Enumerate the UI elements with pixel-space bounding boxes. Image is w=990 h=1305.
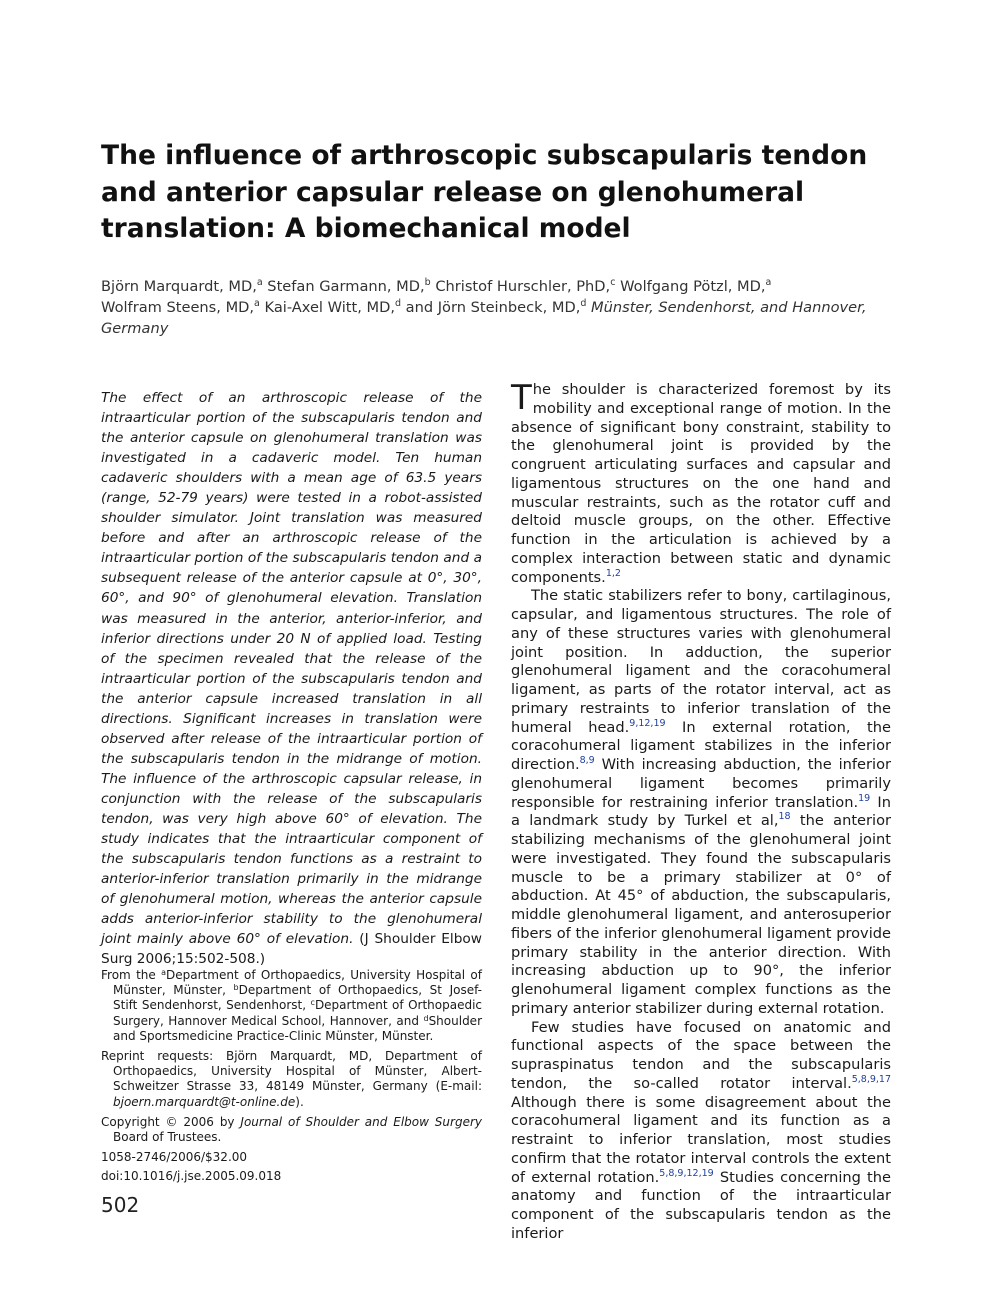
p2-text-5: the anterior stabilizing mechanisms of the glenohumeral joint were investigated. They found the subscapularis muscle to be a primary stabilizer at 0° of abduction. At 45° of abduction, the subscapularis, middle glenohumeral ligament, and anterosuperior fibers of the inferior glenohumeral ligament provide primary stability in the anterior direction. With increasing abduction up to 90°, the inferior glenohumeral ligament complex functions as the primary anterior stabilizer during external rotation. <box>511 812 891 1017</box>
author-7-affil: d <box>580 298 587 309</box>
affil-a: Department of Orthopaedics, University Hospital of Münster, Münster, <box>113 968 482 998</box>
author-2: Stefan Garmann, MD, <box>262 278 425 295</box>
copyright-suffix: Board of Trustees. <box>113 1130 222 1145</box>
p1-text: he shoulder is characterized foremost by its mobility and exceptional range of motion. In the absence of significant bony constraint, stability to the glenohumeral joint is provided by the congruent articulating surfaces and capsular and ligamentous structures on the one hand and muscular restraints, such as the rotator cuff and deltoid muscle groups, on the other. Effective function in the articulation is achieved by a complex interaction between static and dynamic components. <box>511 381 891 586</box>
abstract <box>101 388 482 969</box>
author-5: Wolfram Steens, MD, <box>101 299 255 316</box>
author-6-affil: d <box>394 298 401 309</box>
affil-b: Department of Orthopaedics, St Josef-Stift Sendenhorst, Sendenhorst, <box>113 983 482 1013</box>
reference-link[interactable]: 8,9 <box>579 755 595 766</box>
reference-link[interactable]: 5,8,9,17 <box>851 1073 891 1085</box>
affil-a-sup: a <box>161 968 167 977</box>
journal-citation: (J Shoulder Elbow Surg 2006;15:502-508.) <box>101 931 482 968</box>
doi[interactable]: doi:10.1016/j.jse.2005.09.018 <box>101 1169 282 1184</box>
issn: 1058-2746/2006/$32.00 <box>101 1150 248 1165</box>
affil-c-sup: c <box>310 998 315 1008</box>
drop-cap: T <box>511 378 532 418</box>
author-1-affil: a <box>256 277 263 288</box>
article-title: The influence of arthroscopic subscapularis tendon and anterior capsular release on glenohumeral translation: A biomechanical model <box>101 140 868 244</box>
author-2-affil: b <box>424 277 431 288</box>
reprint-requests <box>101 1049 482 1110</box>
affil-from: From the <box>101 968 162 982</box>
author-location: Münster, Sendenhorst, and Hannover, Germany <box>101 299 867 337</box>
author-3-affil: c <box>610 277 616 288</box>
affil-b-sup: b <box>233 983 239 993</box>
affiliations <box>101 968 482 1044</box>
body-paragraph-2 <box>511 587 891 1018</box>
reprint-text: Reprint requests: Björn Marquardt, MD, Department of Orthopaedics, University Hospital of Münster, Albert-Schweitzer Strasse 33, 48149 Münster, Germany (E-mail: <box>101 1049 482 1094</box>
abstract-column <box>101 388 482 969</box>
p2-text-4: In a landmark study by Turkel et al, <box>511 793 891 830</box>
body-paragraph-1 <box>511 378 891 587</box>
reprint-close: ). <box>295 1094 304 1109</box>
affil-c: Department of Orthopaedic Surgery, Hannover Medical School, Hannover, and <box>113 998 483 1028</box>
author-list <box>101 276 891 339</box>
p2-text-2: In external rotation, the coracohumeral ligament stabilizes in the inferior direction. <box>511 718 891 773</box>
affil-d-sup: d <box>423 1013 429 1023</box>
reference-link[interactable]: 19 <box>858 792 871 804</box>
author-6: Kai-Axel Witt, MD, <box>259 299 395 316</box>
reference-link[interactable]: 5,8,9,12,19 <box>659 1167 714 1179</box>
front-matter-notes <box>101 968 482 1189</box>
reference-link[interactable]: 1,2 <box>605 567 621 579</box>
body-paragraph-3 <box>511 1019 891 1244</box>
reprint-email[interactable]: bjoern.marquardt@t-online.de <box>113 1094 296 1109</box>
p3-text-3: Studies concerning the anatomy and function of the intraarticular component of the subscapularis tendon as the inferior <box>511 1168 891 1242</box>
author-5-affil: a <box>254 298 260 309</box>
p2-text-3: With increasing abduction, the inferior glenohumeral ligament becomes primarily responsible for restraining inferior translation. <box>511 756 891 811</box>
body-column <box>511 378 891 1244</box>
author-3: Christof Hurschler, PhD, <box>430 278 611 295</box>
p3-text-2: Although there is some disagreement about the coracohumeral ligament and its function as a restraint to inferior translation, most studies confirm that the rotator interval controls the extent of external rotation. <box>511 1093 891 1186</box>
copyright-prefix: Copyright © 2006 by <box>101 1114 241 1129</box>
author-4-affil: a <box>765 277 772 288</box>
abstract-text: The effect of an arthroscopic release of the intraarticular portion of the subscapularis tendon and the anterior capsule on glenohumeral translation was investigated in a cadaveric model. Ten human cadaveric shoulders with a mean age of 63.5 years (range, 52-79 years) were tested in a robot-assisted shoulder simulator. Joint translation was measured before and after an arthroscopic release of the intraarticular portion of the subscapularis tendon and a subsequent release of the anterior capsule at 0°, 30°, 60°, and 90° of glenohumeral elevation. Translation was measured in the anterior, anterior-inferior, and inferior directions under 20 N of applied load. Testing of the specimen revealed that the release of the intraarticular portion of the subscapularis tendon and the anterior capsule increased translation in all directions. Significant increases in translation were observed after release of the intraarticular portion of the subscapularis tendon in the midrange of motion. The influence of the arthroscopic capsular release, in conjunction with the release of the subscapularis tendon, was very high above 60° of elevation. The study indicates that the intraarticular component of the subscapularis tendon functions as a restraint to anterior-inferior translation primarily in the midrange of glenohumeral motion, whereas the anterior capsule adds anterior-inferior stability to the glenohumeral joint mainly above 60° of elevation. <box>101 390 482 948</box>
reference-link[interactable]: 9,12,19 <box>629 717 666 729</box>
author-7: and Jörn Steinbeck, MD, <box>401 299 581 316</box>
copyright-journal: Journal of Shoulder and Elbow Surgery <box>240 1114 482 1129</box>
copyright <box>101 1115 482 1145</box>
affil-d: Shoulder and Sportsmedicine Practice-Clinic Münster, Münster. <box>113 1013 482 1043</box>
p2-text-1: The static stabilizers refer to bony, cartilaginous, capsular, and ligamentous structures. The role of any of these structures varies with glenohumeral joint position. In adduction, the superior glenohumeral ligament and the coracohumeral ligament, as parts of the rotator interval, act as primary restraints to inferior translation of the humeral head. <box>511 587 891 736</box>
reference-link[interactable]: 18 <box>778 811 791 823</box>
p3-text-1: Few studies have focused on anatomic and functional aspects of the space between the supraspinatus tendon and the subscapularis tendon, the so-called rotator interval. <box>511 1018 891 1092</box>
page-number: 502 <box>101 1193 140 1217</box>
author-4: Wolfgang Pötzl, MD, <box>615 278 766 295</box>
author-1: Björn Marquardt, MD, <box>101 278 257 295</box>
